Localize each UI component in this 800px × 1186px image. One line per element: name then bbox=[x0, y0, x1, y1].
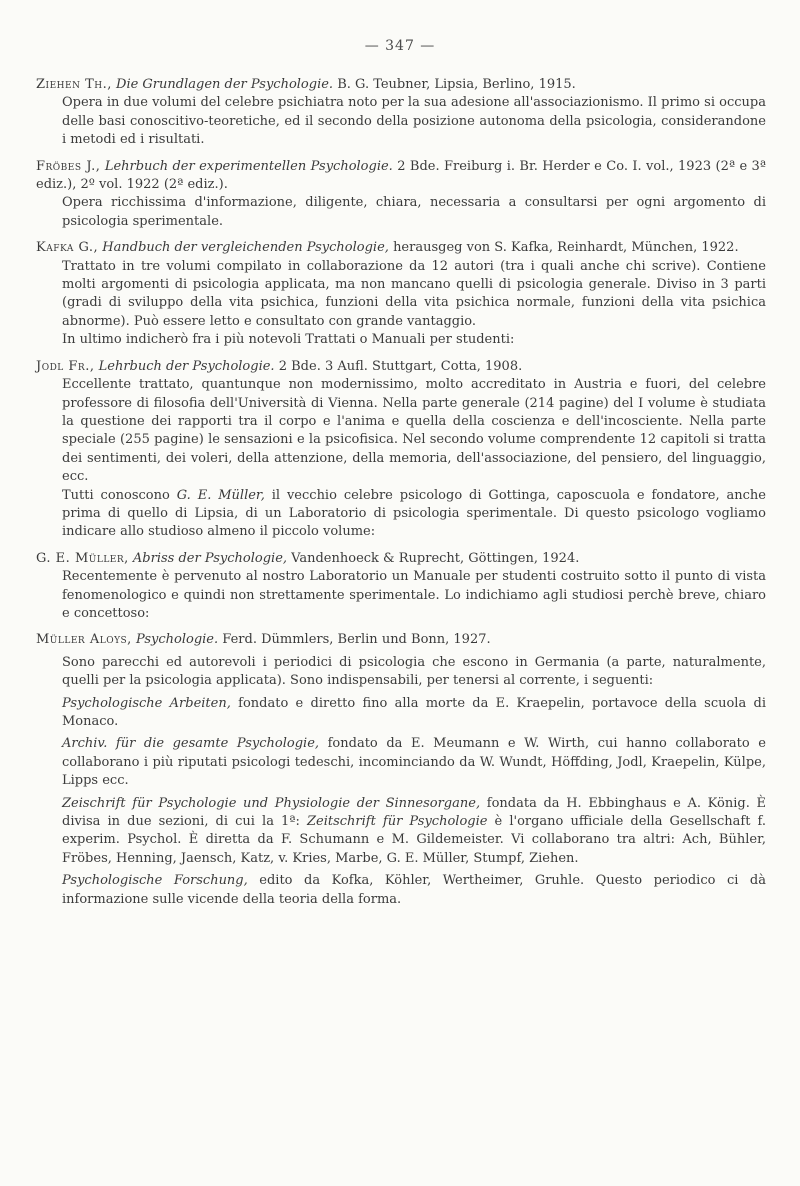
page-number: — 347 — bbox=[364, 38, 436, 54]
person-name: G. E. Müller, bbox=[176, 487, 265, 503]
text: Tutti conoscono bbox=[62, 487, 170, 503]
description-continued: In ultimo indicherò fra i più notevoli Trattati o Manuali per studenti: bbox=[62, 332, 515, 348]
author: Kafka G., bbox=[36, 240, 99, 256]
reference-line bbox=[36, 239, 766, 257]
author: Fröbes J., bbox=[36, 158, 101, 174]
periodical-subtitle: Zeitschrift für Psychologie bbox=[306, 814, 488, 830]
reference-line bbox=[36, 631, 766, 649]
bib-entry-aloys-muller bbox=[36, 631, 766, 690]
periodical-title: Psychologische Arbeiten, bbox=[62, 695, 231, 711]
periodical-entry bbox=[36, 735, 766, 790]
periodical-text: è l'organo ufficiale della Gesellschaft f. experim. Psychol. È diretta da F. Schumann e M. Gildemeister. Vi collaborano tra altri: Ach, Bühler, Fröbes, Henning, Jaensch, Katz, v. Kries, Marbe, G. E. Müller, Stumpf, Ziehen. bbox=[62, 814, 766, 866]
periodical-text: edito da Kofka, Köhler, Wertheimer, Gruhle. Questo periodico ci dà informazione sulle vicende della teoria della forma. bbox=[62, 873, 766, 907]
reference-line bbox=[36, 358, 766, 376]
author: Jodl Fr., bbox=[36, 358, 95, 374]
work-title: Abriss der Psychologie, bbox=[132, 550, 288, 566]
publication-info: 2 Bde. Freiburg i. Br. Herder e Co. I. vol., 1923 (2ª e 3ª ediz.), 2º vol. 1922 (2ª ediz.). bbox=[36, 158, 766, 193]
work-title: Psychologie. bbox=[135, 632, 219, 648]
periodical-entry bbox=[36, 872, 766, 909]
publication-info: 2 Bde. 3 Aufl. Stuttgart, Cotta, 1908. bbox=[278, 358, 523, 374]
publication-info: Vandenhoeck & Ruprecht, Göttingen, 1924. bbox=[291, 550, 580, 566]
bib-entry-ziehen bbox=[36, 76, 766, 150]
periodical-title: Archiv. für die gesamte Psychologie, bbox=[62, 736, 320, 752]
description-continued bbox=[36, 487, 766, 542]
publication-info: herausgeg von S. Kafka, Reinhardt, München, 1922. bbox=[393, 240, 739, 256]
periodical-text: fondato e diretto fino alla morte da E. Kraepelin, portavoce della scuola di Monaco. bbox=[62, 695, 766, 729]
work-title: Handbuch der vergleichenden Psychologie, bbox=[102, 240, 389, 256]
author: G. E. Müller, bbox=[36, 550, 129, 566]
bib-entry-frobes bbox=[36, 158, 766, 232]
publication-info: B. G. Teubner, Lipsia, Berlino, 1915. bbox=[337, 77, 576, 92]
bib-entry-jodl bbox=[36, 358, 766, 542]
description: Opera in due volumi del celebre psichiatra noto per la sua adesione all'associazionismo. Il primo si occupa delle basi conoscitivo-teoretiche, ed il secondo della posizione autonoma della psicologia, considerandone i metodi ed i risultati. bbox=[62, 95, 766, 148]
description: Recentemente è pervenuto al nostro Laboratorio un Manuale per studenti costruito sotto il punto di vista fenomenologico e quindi non strettamente sperimentale. Lo indichiamo agli studiosi perchè breve, chiaro e concettoso: bbox=[62, 569, 766, 621]
description: Sono parecchi ed autorevoli i periodici di psicologia che escono in Germania (a parte, naturalmente, quelli per la psicologia applicata). Sono indispensabili, per tenersi al corrente, i seguenti: bbox=[62, 654, 766, 689]
reference-line bbox=[36, 550, 766, 568]
periodical-entry bbox=[36, 695, 766, 732]
periodical-entry bbox=[36, 795, 766, 869]
description: Eccellente trattato, quantunque non modernissimo, molto accreditato in Austria e fuori, del celebre professore di filosofia dell'Università di Vienna. Nella parte generale (214 pagine) del I volume è studiata la questione dei rapporti tra il corpo e l'anima e quella della coscienza e dell'incosciente. Nella parte speciale (255 pagine) le sensazioni e la psicofisica. Nel secondo volume comprendente 12 capitoli si tratta dei sentimenti, dei voleri, della attenzione, della memoria, dell'associazione, del pensiero, del linguaggio, ecc. bbox=[62, 377, 766, 485]
page-body bbox=[36, 76, 766, 909]
bib-entry-kafka bbox=[36, 239, 766, 349]
publication-info: Ferd. Dümmlers, Berlin und Bonn, 1927. bbox=[222, 632, 491, 648]
bib-entry-gemuller bbox=[36, 550, 766, 624]
reference-line bbox=[36, 76, 766, 94]
work-title: Lehrbuch der experimentellen Psychologie. bbox=[104, 158, 393, 174]
author: Müller Aloys, bbox=[36, 632, 132, 648]
work-title: Die Grundlagen der Psychologie. bbox=[116, 77, 334, 92]
author: Ziehen Th., bbox=[36, 77, 112, 92]
description: Opera ricchissima d'informazione, diligente, chiara, necessaria a consultarsi per ogni argomento di psicologia sperimentale. bbox=[62, 195, 766, 229]
description: Trattato in tre volumi compilato in collaborazione da 12 autori (tra i quali anche chi scrive). Contiene molti argomenti di psicologia applicata, ma non mancano quelli di psicologia generale. Diviso in 3 parti (gradi di sviluppo della vita psichica, funzioni della vita psichica normale, funzioni della vita psichica abnorme). Può essere letto e consultato con grande vantaggio. bbox=[62, 258, 766, 329]
text: il vecchio celebre psicologo di Gottinga, caposcuola e fondatore, anche prima di quello di Lipsia, di un Laboratorio di psicologia sperimentale. Di questo psicologo vogliamo indicare allo studioso almeno il piccolo volume: bbox=[62, 487, 766, 540]
reference-line bbox=[36, 158, 766, 195]
periodical-text: fondata da H. Ebbinghaus e A. König. È divisa in due sezioni, di cui la 1ª: bbox=[62, 795, 767, 830]
work-title: Lehrbuch der Psychologie. bbox=[98, 358, 275, 374]
periodical-text: fondato da E. Meumann e W. Wirth, cui hanno collaborato e collaborano i più riputati psicologi tedeschi, incominciando da W. Wundt, Höffding, Jodl, Kraepelin, Külpe, Lipps ecc. bbox=[62, 736, 766, 789]
periodical-title: Psychologische Forschung, bbox=[62, 873, 248, 889]
periodical-title: Zeischrift für Psychologie und Physiologie der Sinnesorgane, bbox=[62, 795, 481, 811]
